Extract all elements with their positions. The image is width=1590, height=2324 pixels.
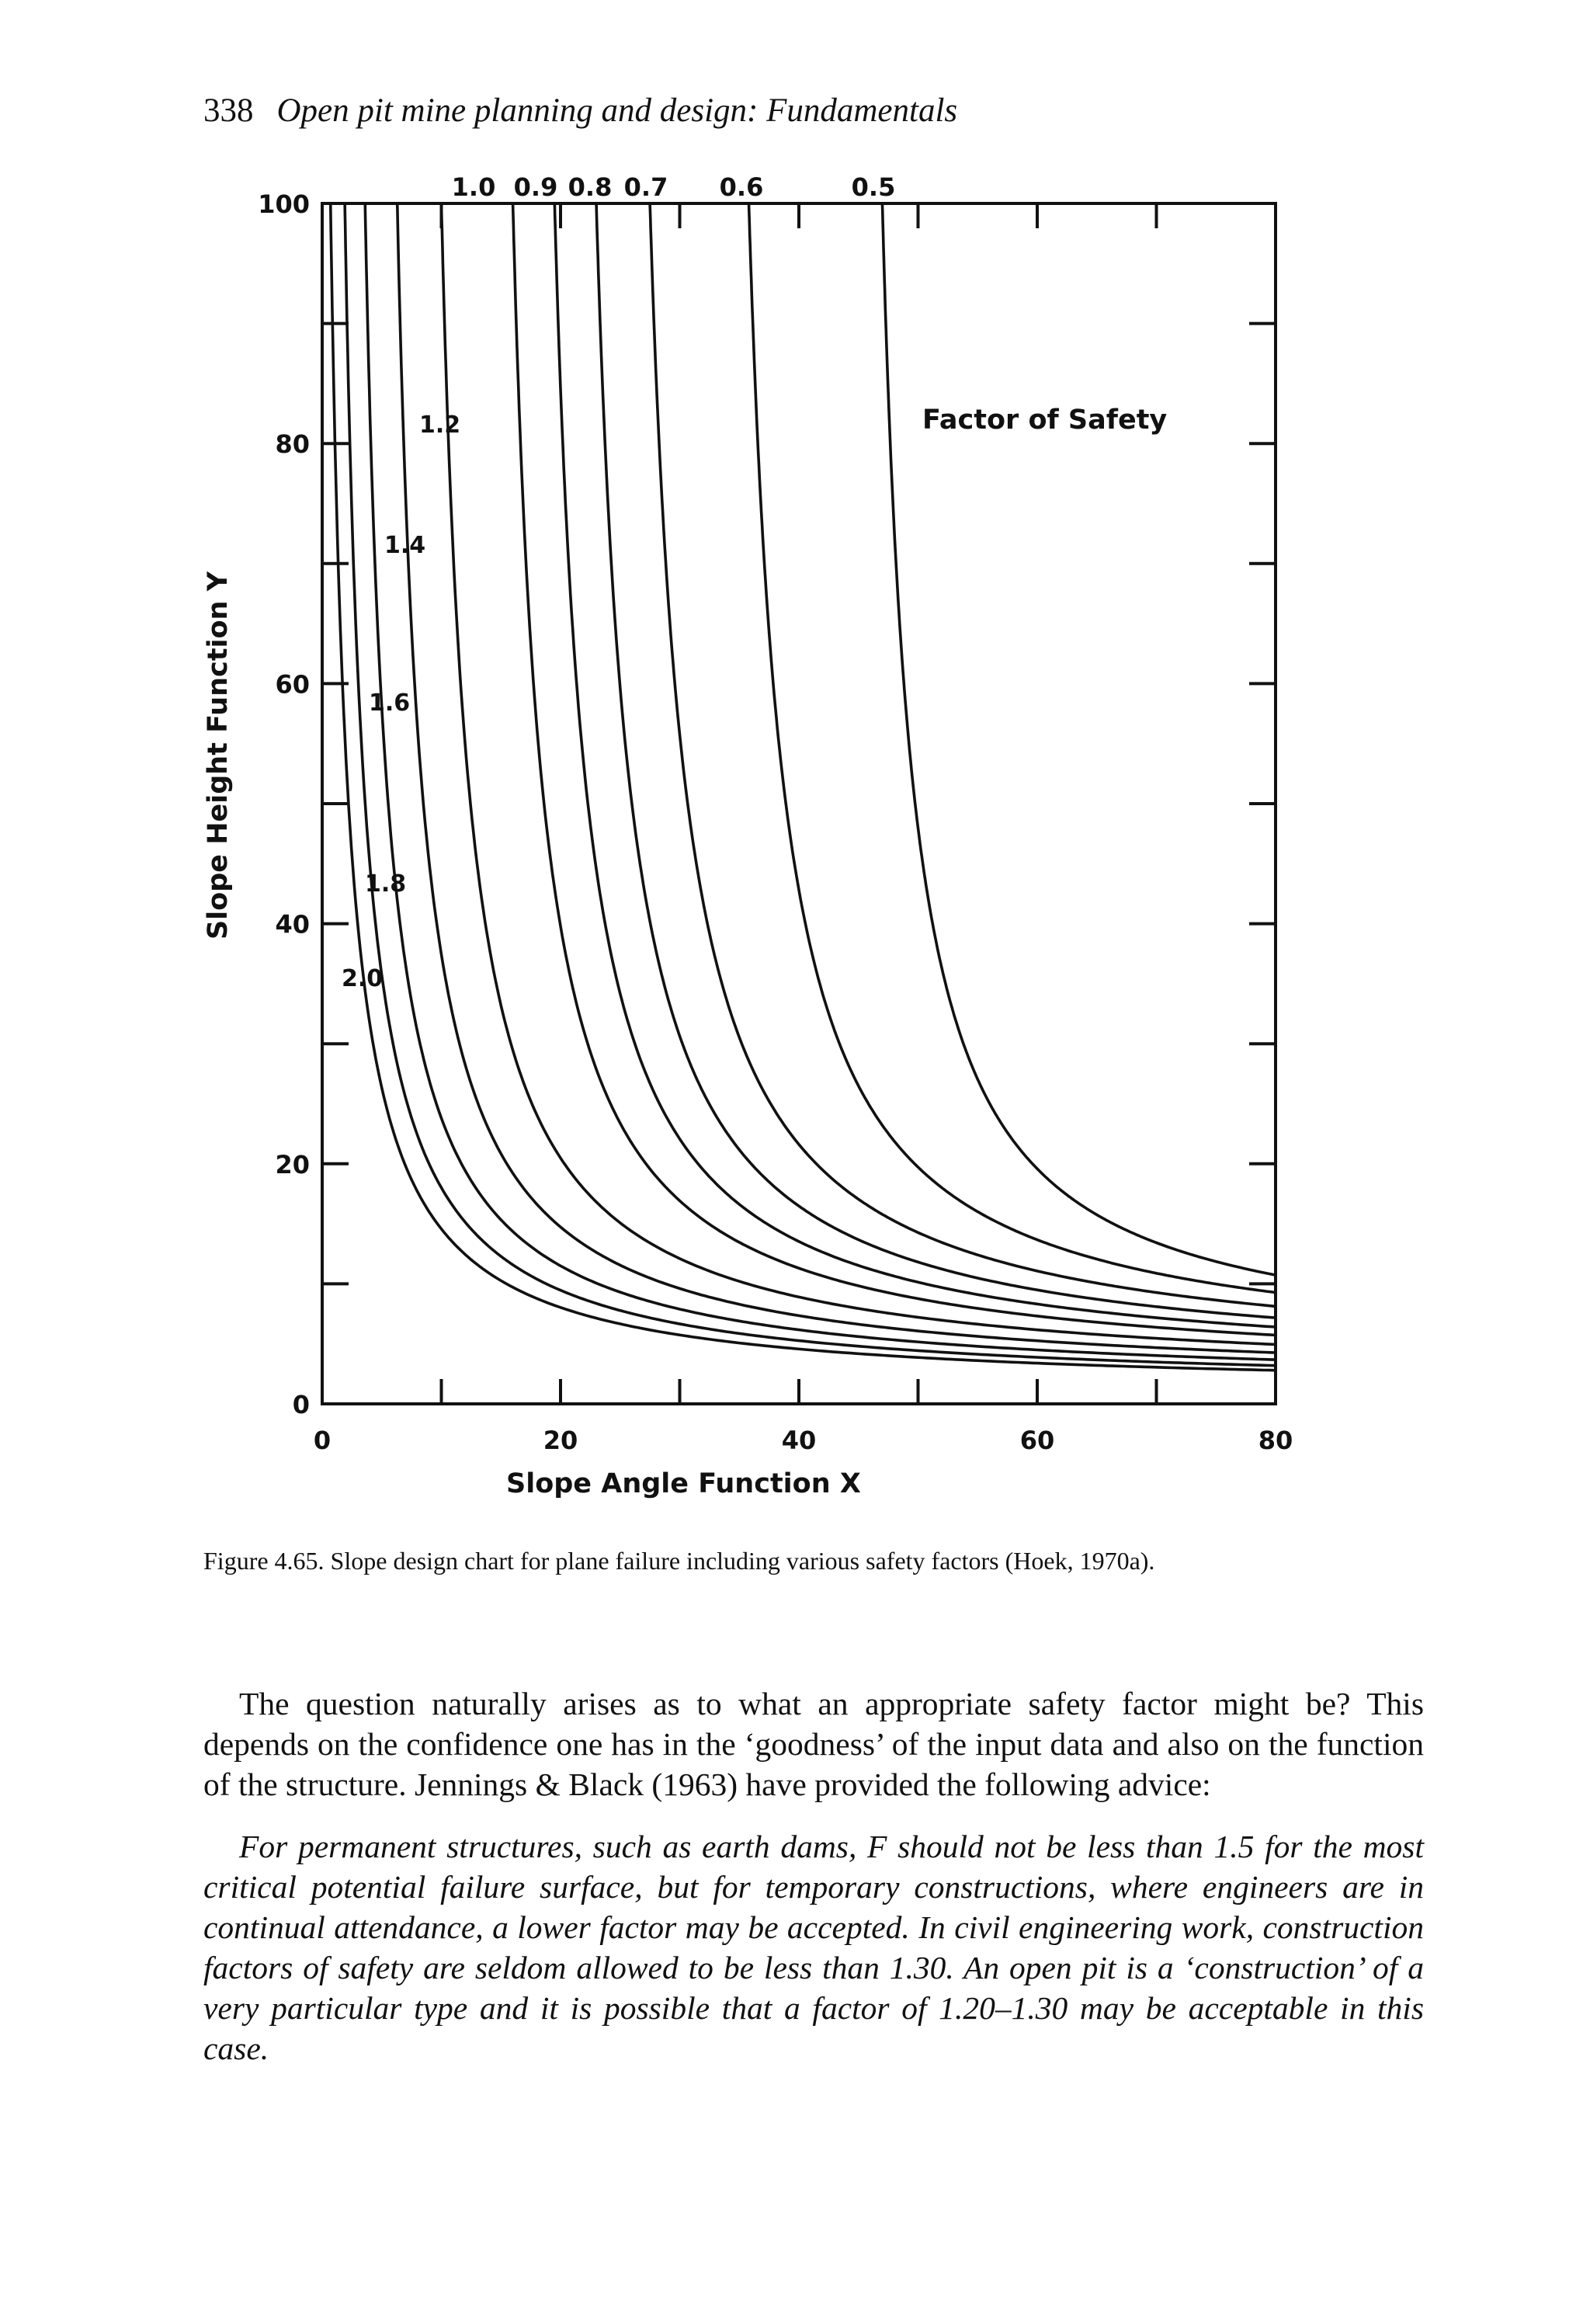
- curve-fs-0-7: [650, 203, 1276, 1306]
- y-tick-label: 40: [275, 909, 310, 940]
- curve-fs-0-6: [749, 203, 1276, 1293]
- x-tick-label: 40: [781, 1426, 817, 1455]
- curve-fs-0-5: [883, 203, 1276, 1275]
- curve-fs-0-9: [554, 203, 1276, 1327]
- y-tick-label: 60: [275, 669, 310, 700]
- x-tick-label: 80: [1258, 1426, 1293, 1455]
- x-axis-label: Slope Angle Function X: [506, 1468, 861, 1499]
- series-label-1-8: 1.8: [365, 870, 407, 898]
- series-label-1-2: 1.2: [419, 412, 461, 439]
- series-label-1-4: 1.4: [384, 532, 426, 559]
- y-tick-label: 100: [258, 189, 310, 219]
- x-tick-label: 0: [313, 1426, 332, 1455]
- annotation-factor-of-safety: Factor of Safety: [922, 405, 1168, 436]
- x-tick-label: 60: [1019, 1426, 1055, 1455]
- figure-caption: Figure 4.65. Slope design chart for plane failure including various safety factors (Hoek, 1970a).: [203, 1547, 1155, 1575]
- book-subtitle: : Fundamentals: [747, 92, 958, 129]
- block-quote: For permanent structures, such as earth dams, F should not be less than 1.5 for the most critical potential failure surface, but for temporary constructions, where engineers are in continual attendance, a lower factor may be accepted. In civil engineering work, construction factors of safety are seldom allowed to be less than 1.30. An open pit is a ‘construction’ of a very particular type and it is possible that a factor of 1.20–1.30 may be acceptable in this case.: [203, 1829, 1424, 2066]
- curve-fs-2-0: [331, 203, 1276, 1370]
- y-tick-label: 0: [292, 1390, 310, 1419]
- x-tick-label: 20: [543, 1426, 578, 1455]
- page-number: 338: [203, 92, 254, 129]
- curve-fs-0-8: [596, 203, 1276, 1318]
- y-tick-label: 20: [275, 1149, 310, 1179]
- series-label-0-5: 0.5: [851, 172, 896, 202]
- series-label-1-0: 1.0: [451, 172, 496, 202]
- curve-fs-1-6: [365, 203, 1276, 1360]
- series-label-1-6: 1.6: [369, 690, 411, 717]
- series-label-0-6: 0.6: [719, 172, 764, 202]
- series-label-2-0: 2.0: [342, 965, 384, 992]
- series-label-0-9: 0.9: [513, 172, 558, 202]
- y-axis-label: Slope Height Function Y: [203, 571, 234, 940]
- curve-fs-1-2: [442, 203, 1276, 1345]
- body-paragraph: The question naturally arises as to what an appropriate safety factor might be? This depends on the confidence one has in the ‘goodness’ of the input data and also on the function of the structure. Jennings & Black (1963) have provided the following advice:: [203, 1686, 1424, 1802]
- y-tick-label: 80: [275, 429, 310, 460]
- book-title: Open pit mine planning and design: [276, 92, 748, 129]
- series-label-0-7: 0.7: [623, 172, 668, 202]
- curve-fs-1-8: [345, 203, 1276, 1366]
- curve-fs-1-4: [398, 203, 1276, 1353]
- series-label-0-8: 0.8: [568, 172, 613, 202]
